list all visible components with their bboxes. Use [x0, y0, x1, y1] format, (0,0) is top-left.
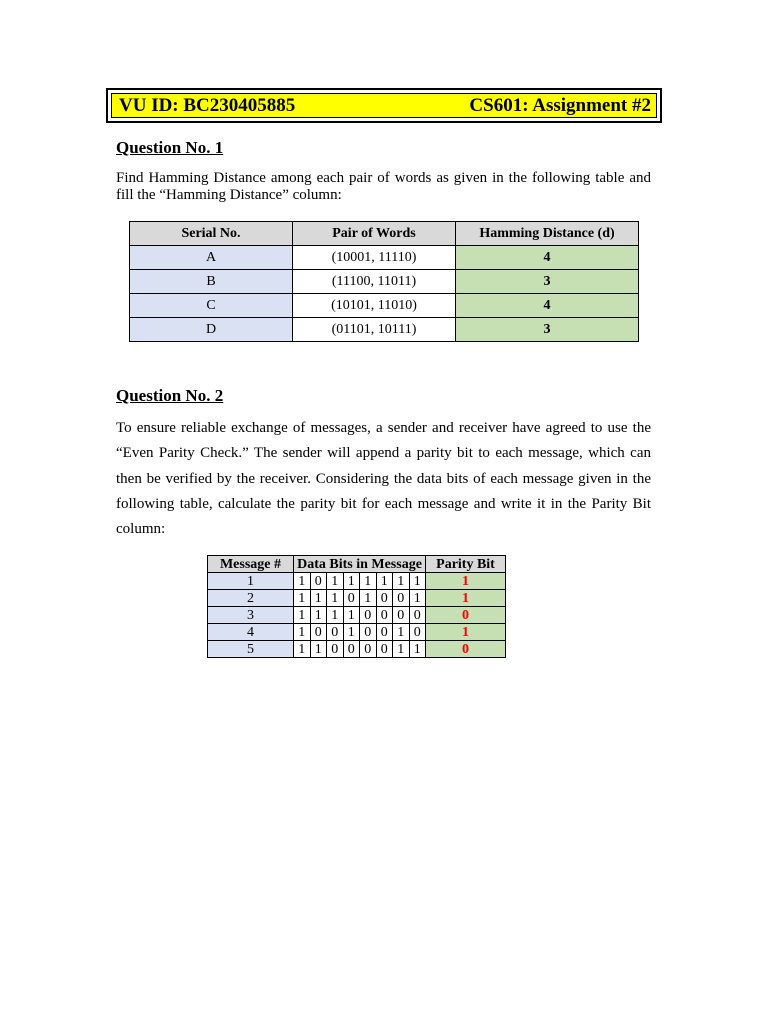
data-bit-cell: 0 [310, 573, 327, 590]
data-bit-cell: 1 [310, 590, 327, 607]
data-bit-cell: 0 [360, 624, 377, 641]
header-banner [111, 93, 657, 118]
parity-bit-cell: 1 [426, 624, 506, 641]
data-bit-cell: 0 [393, 590, 410, 607]
message-number-cell: 2 [208, 590, 294, 607]
data-bit-cell: 1 [327, 573, 344, 590]
data-bit-cell: 1 [360, 573, 377, 590]
column-header: Serial No. [130, 222, 293, 246]
data-bit-cell: 1 [360, 590, 377, 607]
column-header: Message # [208, 556, 294, 573]
hamming-distance-table [129, 221, 639, 342]
question-2-text: To ensure reliable exchange of messages, a sender and receiver have agreed to use the “Even Parity Check.” The sender will append a parity bit to each message, which can then be verified by the receiver. Considering the data bits of each message given in the following table, calculate the parity bit for each message and write it in the Parity Bit column: [116, 420, 651, 538]
data-bit-cell: 0 [360, 641, 377, 658]
data-bit-cell: 1 [294, 607, 311, 624]
table-row [208, 641, 506, 658]
data-bit-cell: 0 [376, 624, 393, 641]
data-bit-cell: 1 [409, 590, 426, 607]
table-row [208, 624, 506, 641]
data-bit-cell: 0 [360, 607, 377, 624]
data-bit-cell: 0 [409, 624, 426, 641]
table-header-row [208, 556, 506, 573]
table-row [130, 246, 639, 270]
data-bit-cell: 1 [393, 573, 410, 590]
column-header: Parity Bit [426, 556, 506, 573]
vu-id: VU ID: BC230405885 [119, 94, 296, 116]
data-bit-cell: 1 [294, 641, 311, 658]
data-bit-cell: 1 [310, 641, 327, 658]
distance-cell: 4 [456, 246, 639, 270]
parity-table-body [208, 573, 506, 658]
data-bit-cell: 1 [409, 641, 426, 658]
serial-cell: D [130, 318, 293, 342]
parity-table [207, 555, 506, 658]
distance-cell: 4 [456, 294, 639, 318]
data-bit-cell: 0 [327, 641, 344, 658]
data-bit-cell: 0 [327, 624, 344, 641]
column-header: Pair of Words [293, 222, 456, 246]
data-bit-cell: 1 [393, 624, 410, 641]
question-1-text: Find Hamming Distance among each pair of words as given in the following table and fill the “Hamming Distance” column: [116, 170, 651, 203]
data-bit-cell: 1 [393, 641, 410, 658]
table-header-row [130, 222, 639, 246]
data-bit-cell: 0 [409, 607, 426, 624]
serial-cell: A [130, 246, 293, 270]
column-header: Data Bits in Message [294, 556, 426, 573]
data-bit-cell: 0 [376, 607, 393, 624]
data-bit-cell: 0 [376, 641, 393, 658]
data-bit-cell: 1 [343, 607, 360, 624]
pair-cell: (01101, 10111) [293, 318, 456, 342]
data-bit-cell: 1 [376, 573, 393, 590]
column-header: Hamming Distance (d) [456, 222, 639, 246]
parity-bit-cell: 1 [426, 590, 506, 607]
question-1-heading: Question No. 1 [116, 138, 224, 157]
distance-cell: 3 [456, 270, 639, 294]
table-row [130, 318, 639, 342]
data-bit-cell: 1 [409, 573, 426, 590]
data-bit-cell: 1 [310, 607, 327, 624]
question-2-heading: Question No. 2 [116, 386, 224, 405]
data-bit-cell: 0 [376, 590, 393, 607]
table-row [130, 294, 639, 318]
data-bit-cell: 0 [310, 624, 327, 641]
table-row [208, 573, 506, 590]
serial-cell: B [130, 270, 293, 294]
data-bit-cell: 1 [343, 624, 360, 641]
table-row [130, 270, 639, 294]
message-number-cell: 1 [208, 573, 294, 590]
distance-cell: 3 [456, 318, 639, 342]
data-bit-cell: 1 [294, 624, 311, 641]
message-number-cell: 5 [208, 641, 294, 658]
data-bit-cell: 1 [294, 590, 311, 607]
data-bit-cell: 0 [393, 607, 410, 624]
data-bit-cell: 1 [294, 573, 311, 590]
data-bit-cell: 1 [343, 573, 360, 590]
data-bit-cell: 0 [343, 641, 360, 658]
header-box [106, 88, 662, 123]
message-number-cell: 4 [208, 624, 294, 641]
pair-cell: (11100, 11011) [293, 270, 456, 294]
assignment-title: CS601: Assignment #2 [469, 94, 651, 116]
parity-bit-cell: 0 [426, 641, 506, 658]
data-bit-cell: 0 [343, 590, 360, 607]
table-row [208, 607, 506, 624]
parity-bit-cell: 0 [426, 607, 506, 624]
message-number-cell: 3 [208, 607, 294, 624]
pair-cell: (10101, 11010) [293, 294, 456, 318]
data-bit-cell: 1 [327, 590, 344, 607]
table-row [208, 590, 506, 607]
serial-cell: C [130, 294, 293, 318]
pair-cell: (10001, 11110) [293, 246, 456, 270]
data-bit-cell: 1 [327, 607, 344, 624]
parity-bit-cell: 1 [426, 573, 506, 590]
